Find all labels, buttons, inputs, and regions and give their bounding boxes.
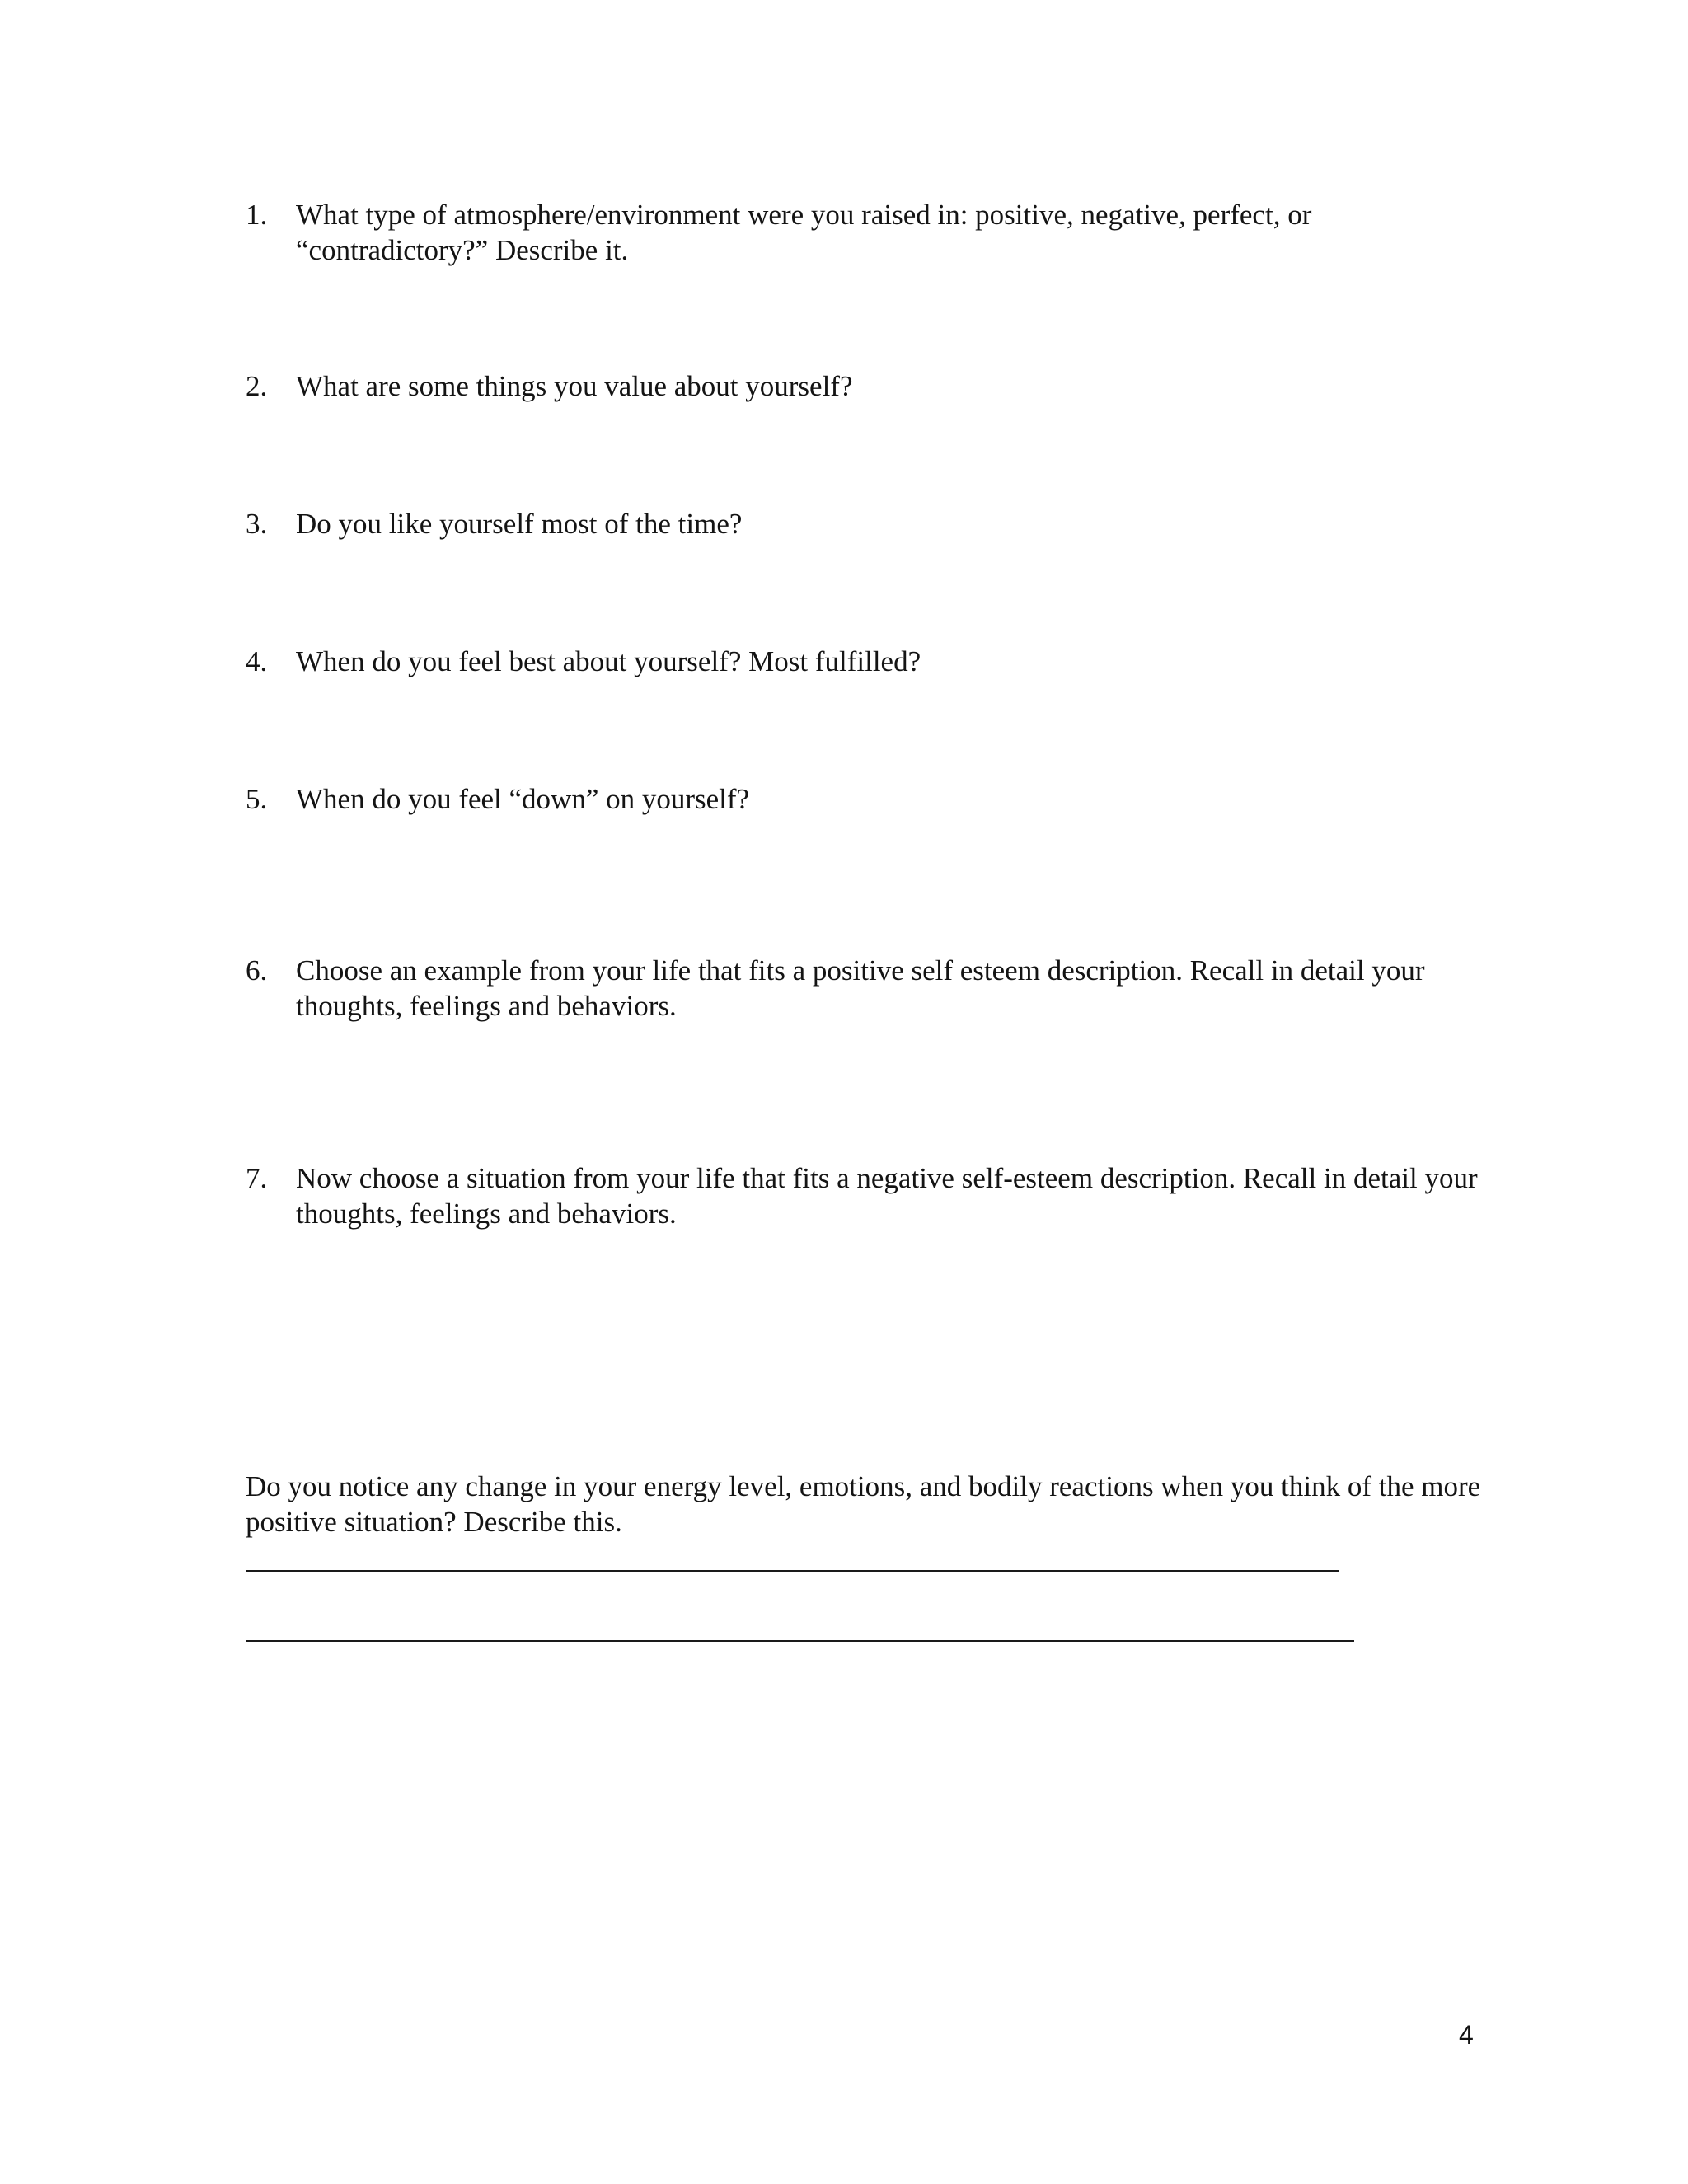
question-text: When do you feel “down” on yourself? bbox=[296, 783, 750, 815]
question-text: What are some things you value about yourself? bbox=[296, 370, 853, 402]
page-number: 4 bbox=[1459, 2020, 1474, 2050]
question-number: 5. bbox=[246, 783, 268, 815]
question-text: When do you feel best about yourself? Most fulfilled? bbox=[296, 645, 921, 677]
question-1 bbox=[246, 197, 1498, 268]
question-4 bbox=[246, 644, 1498, 679]
question-number: 6. bbox=[246, 954, 268, 987]
question-number: 7. bbox=[246, 1162, 268, 1194]
question-7 bbox=[246, 1160, 1498, 1231]
question-3 bbox=[246, 506, 1498, 541]
question-2 bbox=[246, 368, 1498, 404]
question-text: Choose an example from your life that fits a positive self esteem description. Recall in detail your thoughts, feelings and behaviors. bbox=[296, 954, 1425, 1022]
question-text: Do you like yourself most of the time? bbox=[296, 508, 743, 540]
question-5 bbox=[246, 781, 1498, 817]
question-text: What type of atmosphere/environment were you raised in: positive, negative, perfect, or “contradictory?” Describe it. bbox=[296, 199, 1312, 266]
answer-line-2[interactable] bbox=[246, 1640, 1354, 1642]
closing-prompt: Do you notice any change in your energy level, emotions, and bodily reactions when you think of the more positive situation? Describe this. bbox=[246, 1470, 1481, 1538]
question-number: 1. bbox=[246, 199, 268, 231]
question-text: Now choose a situation from your life that fits a negative self-esteem description. Recall in detail your thoughts, feelings and behaviors. bbox=[296, 1162, 1478, 1230]
question-number: 4. bbox=[246, 645, 268, 677]
question-6 bbox=[246, 953, 1498, 1024]
question-number: 2. bbox=[246, 370, 268, 402]
answer-line-1[interactable] bbox=[246, 1570, 1339, 1572]
question-number: 3. bbox=[246, 508, 268, 540]
